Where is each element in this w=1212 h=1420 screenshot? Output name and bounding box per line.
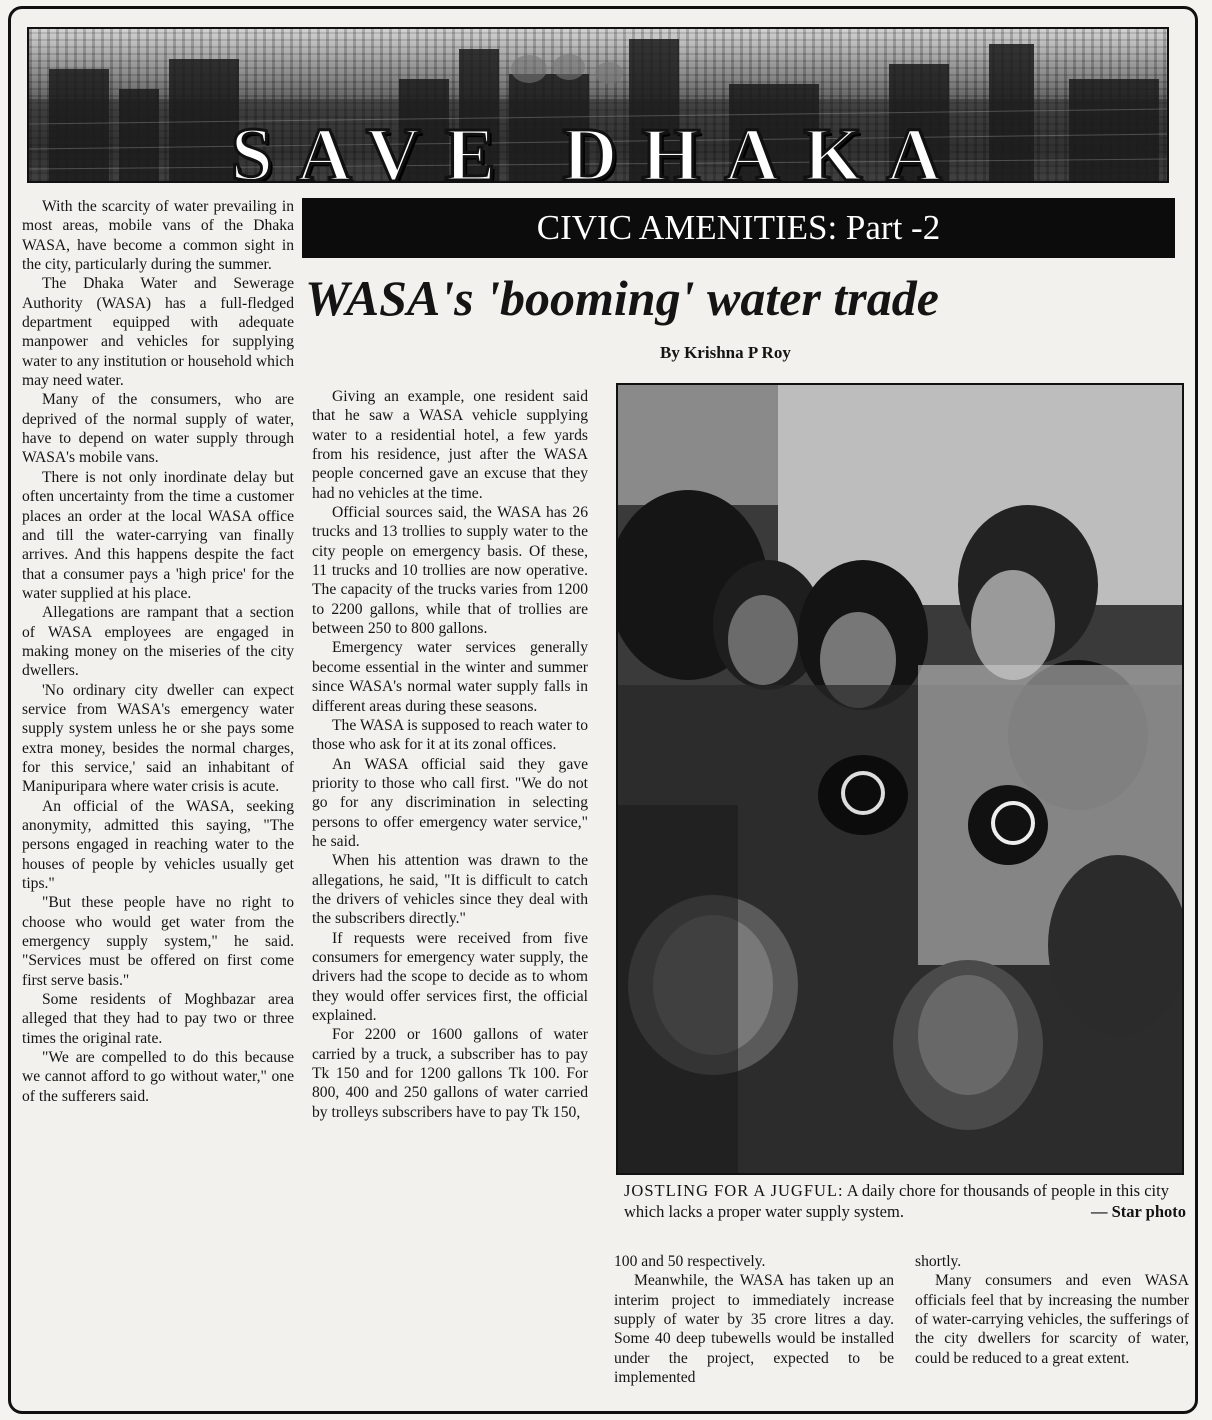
article-paragraph: An WASA official said they gave priority to those who call first. "We do not go for any discrimination in selecting persons to offer emergency water service," he said. (312, 755, 588, 850)
photo-caption (624, 1180, 1186, 1222)
article-headline: WASA's 'booming' water trade (305, 270, 939, 326)
article-paragraph: There is not only inordinate delay but often uncertainty from the time a customer places an order at the local WASA office and till the water-carrying van finally arrives. And this happens despite the fact that a consumer pays a 'high price' for the water supplied at his place. (22, 468, 294, 602)
article-paragraph: An official of the WASA, seeking anonymity, admitted this saying, "The persons engaged in reaching water to the houses of people by vehicles usually get tips." (22, 797, 294, 893)
article-paragraph: shortly. (915, 1253, 962, 1270)
article-paragraph: Allegations are rampant that a section of WASA employees are engaged in making money on the miseries of the city dwellers. (22, 604, 294, 680)
article-paragraph: Many of the consumers, who are deprived of the normal supply of water, have to depend on water supply through WASA's mobile vans. (22, 391, 294, 467)
article-paragraph: 100 and 50 respectively. (614, 1253, 766, 1270)
article-paragraph: Many consumers and even WASA officials feel that by increasing the number of water-carrying vehicles, the sufferings of the city dwellers for scarcity of water, could be reduced to a great extent. (915, 1272, 1189, 1367)
article-column-1 (22, 197, 294, 1106)
article-paragraph: "But these people have no right to choose who would get water from the emergency supply system," he said. "Services must be offered on first come first serve basis." (22, 894, 294, 989)
article-paragraph: The WASA is supposed to reach water to those who ask for it at its zonal offices. (312, 716, 588, 754)
article-paragraph: "We are compelled to do this because we cannot afford to go without water," one of the sufferers said. (22, 1049, 294, 1105)
article-column-4 (915, 1252, 1189, 1368)
article-paragraph: Some residents of Moghbazar area alleged that they had to pay two or three times the original rate. (22, 991, 294, 1047)
article-paragraph: Giving an example, one resident said that he saw a WASA vehicle supplying water to a residential hotel, a few yards from his residence, just after the WASA people concerned gave an excuse that they had no vehicles at the time. (312, 388, 588, 502)
article-paragraph: Meanwhile, the WASA has taken up an interim project to immediately increase supply of water by 35 crore litres a day. Some 40 deep tubewells would be installed under the project, expected to be implemented (614, 1272, 894, 1387)
news-photo (616, 383, 1184, 1175)
photo-credit: — Star photo (1090, 1202, 1186, 1221)
save-dhaka-banner (27, 27, 1169, 183)
article-paragraph: For 2200 or 1600 gallons of water carried by a truck, a subscriber has to pay Tk 150 and for 1200 gallons Tk 100. For 800, 400 and 250 gallons of water carried by trolleys subscribers have to pay Tk 150, (312, 1026, 588, 1121)
article-paragraph: When his attention was drawn to the allegations, he said, "It is difficult to catch the drivers of vehicles since they deal with the subscribers directly." (312, 852, 588, 928)
banner-title: SAVE DHAKA (230, 113, 966, 183)
caption-lead: JOSTLING FOR A JUGFUL: (624, 1181, 844, 1200)
article-column-3 (614, 1252, 894, 1387)
byline: By Krishna P Roy (660, 343, 791, 362)
article-column-2 (312, 387, 588, 1122)
article-paragraph: The Dhaka Water and Sewerage Authority (WASA) has a full-fledged department equipped with adequate manpower and vehicles for supplying water to any institution or household which may need water. (22, 275, 294, 390)
crowd-with-water-jugs-photo (618, 385, 1184, 1175)
section-kicker: CIVIC AMENITIES: Part -2 (302, 198, 1175, 258)
article-paragraph: Emergency water services generally become essential in the winter and summer since WASA's normal water supply falls in different areas during these seasons. (312, 639, 588, 715)
article-paragraph: Official sources said, the WASA has 26 trucks and 13 trollies to supply water to the city people on emergency basis. Of these, 11 trucks and 10 trollies are now operative. The capacity of the trucks varies from 1200 to 2200 gallons, while that of trollies are between 250 to 800 gallons. (312, 504, 588, 638)
caption-text: A daily chore for thousands of people in this city which lacks a proper water supply system. (624, 1181, 1169, 1221)
article-paragraph: If requests were received from five consumers for emergency water supply, the drivers had the scope to decide as to whom they would offer services first, the official explained. (312, 929, 588, 1024)
article-paragraph: 'No ordinary city dweller can expect service from WASA's emergency water supply system unless he or she pays some extra money, besides the normal charges, for this service,' said an inhabitant of Manipuripara where water crisis is acute. (22, 681, 294, 796)
article-paragraph: With the scarcity of water prevailing in most areas, mobile vans of the Dhaka WASA, have become a common sight in the city, particularly during the summer. (22, 198, 294, 274)
